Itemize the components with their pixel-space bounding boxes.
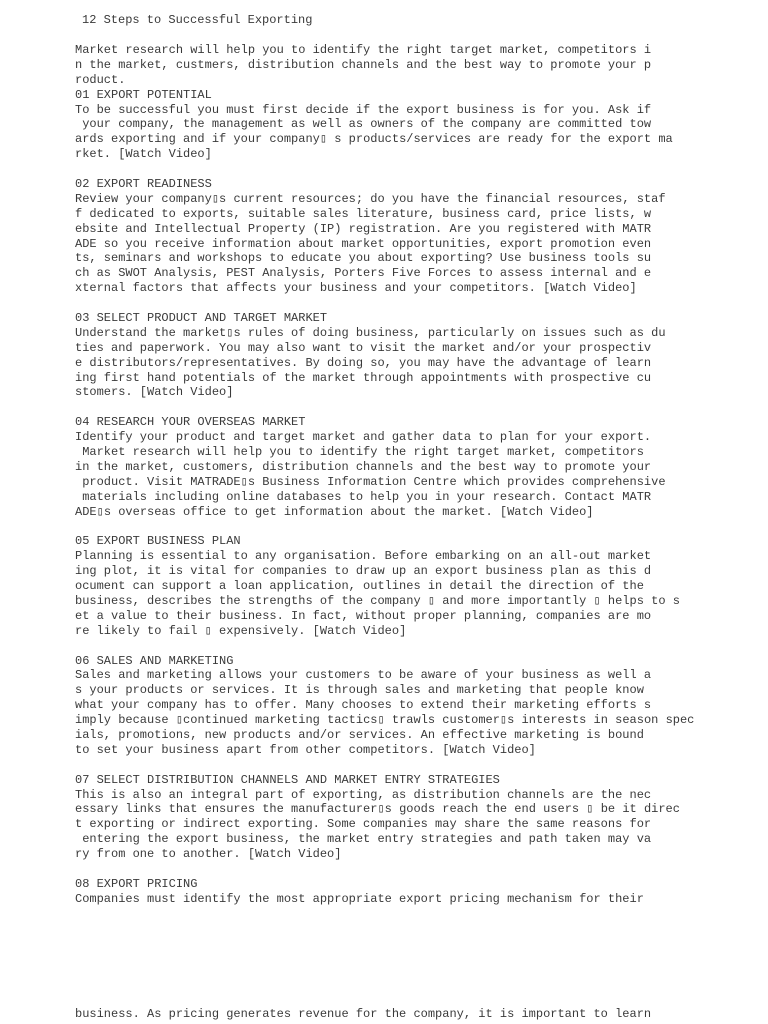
blank-line [75,162,755,177]
text-line: 04 RESEARCH YOUR OVERSEAS MARKET [75,415,306,430]
blank-line [75,296,755,311]
text-line: ebsite and Intellectual Property (IP) registration. Are you registered with MATR [75,221,652,236]
text-line: ADE▯s overseas office to get information about the market. [Watch Video] [75,504,594,519]
text-line: ties and paperwork. You may also want to visit the market and/or your prospectiv [75,340,652,355]
text-line: n the market, custmers, distribution channels and the best way to promote your p [75,57,652,72]
text-line: Review your company▯s current resources; do you have the financial resources, staf [75,191,666,206]
text-line: xternal factors that affects your business and your competitors. [Watch Video] [75,281,637,296]
text-line: e distributors/representatives. By doing so, you may have the advantage of learn [75,355,652,370]
document-continuation [75,1007,651,1022]
text-line: Sales and marketing allows your customers to be aware of your business as well a [75,668,652,683]
blank-line [75,400,755,415]
text-line: entering the export business, the market entry strategies and path taken may va [75,832,652,847]
document-title: 12 Steps to Successful Exporting [82,13,313,27]
text-line: 06 SALES AND MARKETING [75,653,234,668]
text-line: Companies must identify the most appropriate export pricing mechanism for their [75,891,644,906]
text-line: 01 EXPORT POTENTIAL [75,87,212,102]
text-line: in the market, customers, distribution channels and the best way to promote your [75,459,652,474]
text-line: ADE so you receive information about market opportunities, export promotion even [75,236,652,251]
continuation-line: business. As pricing generates revenue for the company, it is important to learn [75,1007,652,1021]
text-line: your company, the management as well as owners of the company are committed tow [75,117,652,132]
text-line: roduct. [75,72,126,87]
text-line: ocument can support a loan application, outlines in detail the direction of the [75,579,644,594]
text-line: 08 EXPORT PRICING [75,876,198,891]
text-line: ials, promotions, new products and/or services. An effective marketing is bound [75,727,644,742]
text-line: t exporting or indirect exporting. Some companies may share the same reasons for [75,817,652,832]
text-line: business, describes the strengths of the company ▯ and more importantly ▯ helps to s [75,593,680,608]
text-line: ry from one to another. [Watch Video] [75,847,342,862]
text-line: Planning is essential to any organisation. Before embarking on an all-out market [75,549,652,564]
text-line: product. Visit MATRADE▯s Business Information Centre which provides comprehensive [75,474,666,489]
text-line: what your company has to offer. Many chooses to extend their marketing efforts s [75,698,652,713]
text-line: ards exporting and if your company▯ s products/services are ready for the export ma [75,132,673,147]
text-line: 07 SELECT DISTRIBUTION CHANNELS AND MARKET ENTRY STRATEGIES [75,772,500,787]
text-line: ts, seminars and workshops to educate you about exporting? Use business tools su [75,251,652,266]
text-line: Understand the market▯s rules of doing business, particularly on issues such as du [75,325,666,340]
text-line: 02 EXPORT READINESS [75,177,212,192]
text-line: Market research will help you to identify the right target market, competitors [75,445,644,460]
blank-line [75,520,755,535]
text-line: ing first hand potentials of the market through appointments with prospective cu [75,370,652,385]
text-line: 03 SELECT PRODUCT AND TARGET MARKET [75,311,328,326]
text-line: To be successful you must first decide if the export business is for you. Ask if [75,102,652,117]
text-line: imply because ▯continued marketing tactics▯ trawls customer▯s interests in season spec [75,713,695,728]
text-line: re likely to fail ▯ expensively. [Watch Video] [75,623,407,638]
text-line: essary links that ensures the manufacturer▯s goods reach the end users ▯ be it direc [75,802,680,817]
text-line: et a value to their business. In fact, without proper planning, companies are mo [75,608,652,623]
text-line: rket. [Watch Video] [75,147,212,162]
text-line: s your products or services. It is through sales and marketing that people know [75,683,644,698]
text-line: 05 EXPORT BUSINESS PLAN [75,534,241,549]
text-line: ing plot, it is vital for companies to draw up an export business plan as this d [75,564,652,579]
document-body [75,43,755,907]
text-line: stomers. [Watch Video] [75,385,234,400]
text-line: Market research will help you to identify the right target market, competitors i [75,43,652,57]
text-line: ch as SWOT Analysis, PEST Analysis, Porters Five Forces to assess internal and e [75,266,652,281]
text-line: to set your business apart from other competitors. [Watch Video] [75,742,536,757]
text-line: f dedicated to exports, suitable sales literature, business card, price lists, w [75,206,652,221]
text-line: This is also an integral part of exporting, as distribution channels are the nec [75,787,652,802]
blank-line [75,862,755,877]
blank-line [75,758,755,773]
blank-line [75,639,755,654]
text-line: materials including online databases to help you in your research. Contact MATR [75,489,652,504]
text-line: Identify your product and target market and gather data to plan for your export. [75,430,652,445]
